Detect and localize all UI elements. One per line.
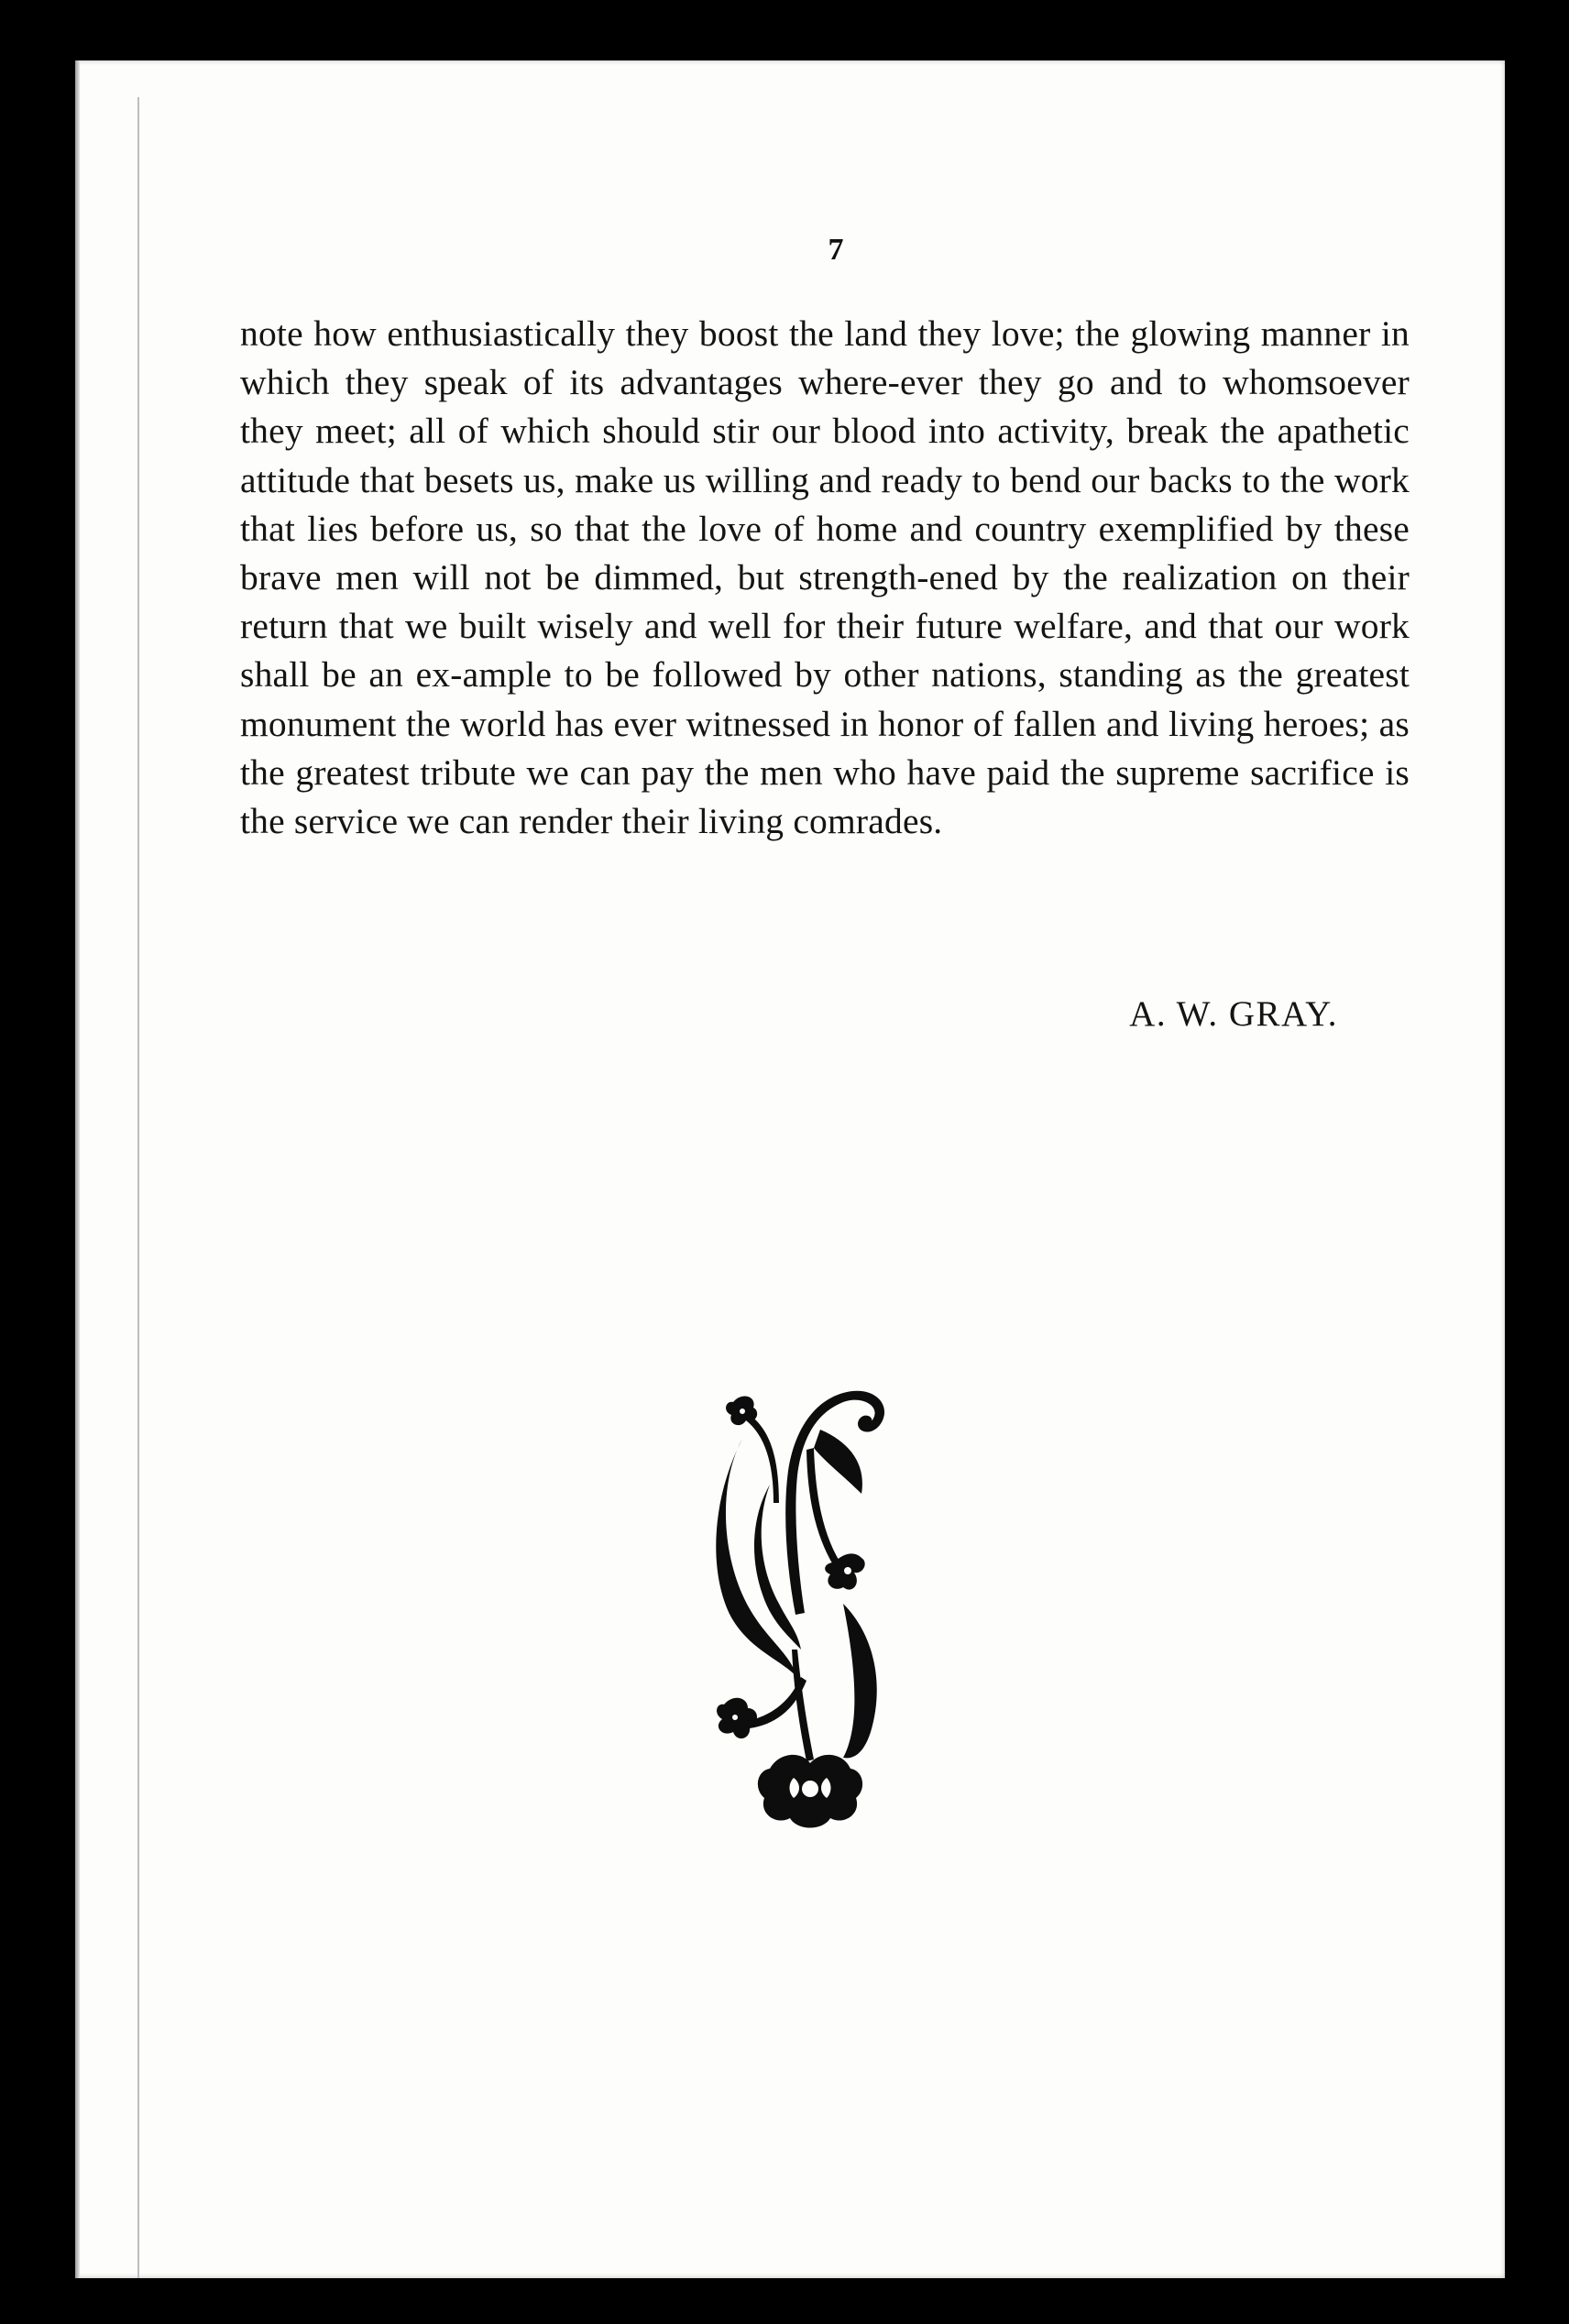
page-edge bbox=[75, 60, 80, 2278]
document-page bbox=[75, 60, 1505, 2278]
floral-vine-ornament-icon bbox=[706, 1375, 926, 1833]
author-signature: A. W. GRAY. bbox=[1129, 994, 1338, 1034]
body-paragraph: note how enthusiastically they boost the land they love; the glowing manner in which they speak of its advantages where-ever they go and to whomsoever they meet; all of which should stir our blood into activity, break the apathetic attitude that besets us, make us willing and ready to bend our backs to the work that lies before us, so that the love of home and country exemplified by these brave men will not be dimmed, but strength-ened by the realization on their return that we built wisely and well for their future welfare, and that our work shall be an ex-ample to be followed by other nations, standing as the greatest monument the world has ever witnessed in honor of fallen and living heroes; as the greatest tribute we can pay the men who have paid the supreme sacrifice is the service we can render their living comrades. bbox=[240, 313, 1410, 842]
binding-gutter bbox=[137, 97, 139, 2278]
page-number: 7 bbox=[828, 233, 844, 267]
